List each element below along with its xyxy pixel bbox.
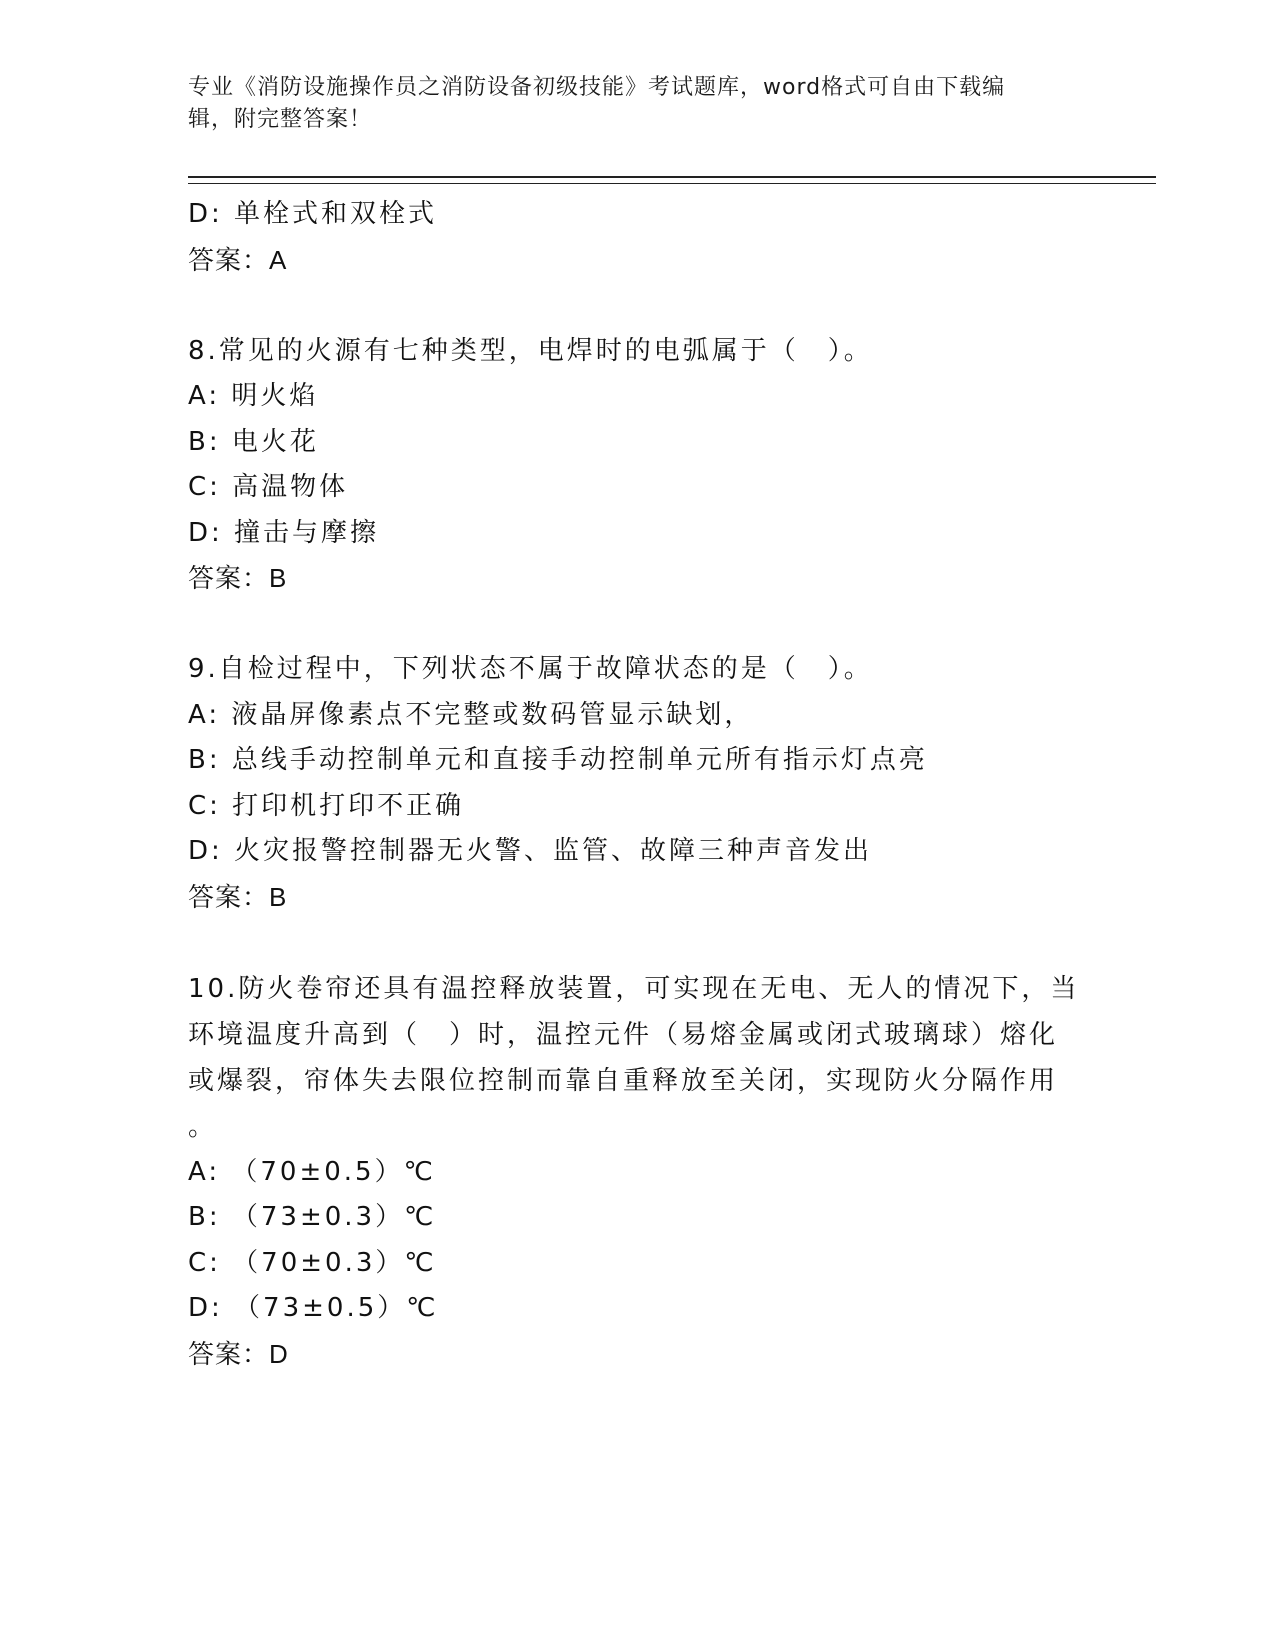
option-d: D: 火灾报警控制器无火警、监管、故障三种声音发出 xyxy=(188,836,873,866)
option-b: B: 总线手动控制单元和直接手动控制单元所有指示灯点亮 xyxy=(188,745,928,775)
option-c: C: 打印机打印不正确 xyxy=(188,790,465,821)
previous-question-tail xyxy=(188,192,1088,283)
question-stem-line: 环境温度升高到（ ）时，温控元件（易熔金属或闭式玻璃球）熔化 xyxy=(188,1019,1059,1050)
question-stem-line: 或爆裂，帘体失去限位控制而靠自重释放至关闭，实现防火分隔作用 xyxy=(188,1065,1059,1096)
question-list xyxy=(188,192,1088,1377)
header-divider xyxy=(188,176,1156,184)
option-d: D: 撞击与摩擦 xyxy=(188,517,380,548)
option-c: C: （70±0.3）℃ xyxy=(188,1247,437,1278)
option-b: B: 电火花 xyxy=(188,426,319,457)
header-line-2: 辑，附完整答案！ xyxy=(188,107,373,132)
spacer xyxy=(188,283,1088,329)
question-9 xyxy=(188,647,1088,920)
spacer xyxy=(188,602,1088,648)
question-8 xyxy=(188,329,1088,602)
option-c: C: 高温物体 xyxy=(188,472,349,502)
question-stem: 8.常见的火源有七种类型，电焊时的电弧属于（ ）。 xyxy=(188,335,873,366)
option-d: D: 单栓式和双栓式 xyxy=(188,199,438,229)
option-b: B: （73±0.3）℃ xyxy=(188,1202,437,1232)
answer-line: 答案：B xyxy=(188,563,288,593)
question-stem: 9.自检过程中，下列状态不属于故障状态的是（ ）。 xyxy=(188,654,873,684)
answer-line: 答案：B xyxy=(188,881,288,912)
option-a: A: 明火焰 xyxy=(188,381,319,411)
question-stem-line: 。 xyxy=(188,1111,218,1142)
question-stem-line: 10.防火卷帘还具有温控释放装置，可实现在无电、无人的情况下，当 xyxy=(188,973,1080,1004)
header-line-1: 专业《消防设施操作员之消防设备初级技能》考试题库，word格式可自由下载编 xyxy=(188,75,1006,100)
document-header xyxy=(188,72,1068,136)
option-d: D: （73±0.5）℃ xyxy=(188,1293,439,1323)
answer-line: 答案：A xyxy=(188,244,288,275)
spacer xyxy=(188,920,1088,966)
option-a: A: （70±0.5）℃ xyxy=(188,1156,436,1187)
question-10 xyxy=(188,966,1088,1378)
answer-line: 答案：D xyxy=(188,1338,289,1369)
option-a: A: 液晶屏像素点不完整或数码管显示缺划， xyxy=(188,699,754,730)
